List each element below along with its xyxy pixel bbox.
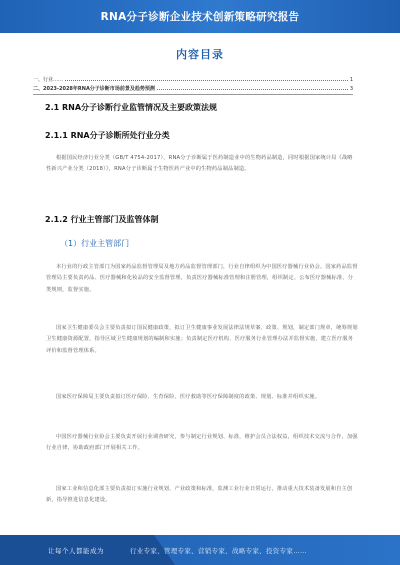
paragraph-industry-classification: 根据国民经济行业分类（GB/T 4754-2017），RNA分子诊断属于医药制造业中的生物药品制造，同时根据国家统计局《战略性新兴产业分类（2018）》，RNA分子诊断属于生物医药产业中的生物药品制品制造。 [46,155,353,173]
section-heading-2-1-1: 2.1.1 RNA分子诊断所处行业分类 [45,131,170,140]
paragraph-authority-3: 国家医疗保障局主要负责拟订医疗保险、生育保险、医疗救助等医疗保障制度的政策、规划、标准并组织实施。 [56,394,320,400]
toc-title: 内容目录 [176,48,224,61]
toc-item-page: 1 [349,77,353,83]
toc-leader-dots [65,80,348,81]
paragraph-authority-5: 国家工业和信息化部主要负责拟订实施行业规划、产业政策和标准，监测工业行业日常运行，推动重大技术装备发展和自主创新，指导推进信息化建设。 [46,486,353,504]
paragraph-authority-2: 国家卫生健康委员会主要负责拟订国民健康政策，拟订卫生健康事业发展法律法规草案、政策、规划，制定部门规章，统筹规划卫生健康资源配置，指导区域卫生健康规划的编制和实施；负责制定医疗机构、医疗服务行业管理办法并监督实施，建立医疗服务评价和监督管理体系。 [46,325,358,354]
toc-divider [33,94,353,95]
footer-slogan: 让每个人都能成为 [48,547,104,555]
footer-banner [0,535,400,565]
section-heading-2-1-2: 2.1.2 行业主管部门及监管体制 [45,215,159,224]
toc-item-label: 一、行业…… [33,77,64,83]
section-heading-2-1: 2.1 RNA分子诊断行业监管情况及主要政策法规 [45,103,218,112]
report-header-banner [0,0,400,33]
toc-item[interactable] [33,83,353,92]
toc-item[interactable] [33,74,353,83]
toc-leader-dots [157,89,348,90]
footer-roles: 行业专家、管理专家、营销专家、战略专家、投资专家…… [130,547,307,555]
table-of-contents [33,74,353,92]
paragraph-authority-4: 中国医疗器械行业协会主要负责开展行业调查研究，参与制定行业规划、标准，维护会员合法权益，组织技术交流与合作，加强行业自律，协助政府部门开展相关工作。 [46,434,358,452]
toc-item-page: 3 [349,86,353,92]
report-title: RNA分子诊断企业技术创新策略研究报告 [100,11,300,23]
toc-item-label: 二、2023-2028年RNA分子诊断市场前景及趋势预测 [33,86,155,92]
paragraph-authority-1: 本行业的行政主管部门为国家药品监督管理局及地方药品监督管理部门，行业自律组织为中国医疗器械行业协会。国家药品监督管理局主要负责药品、医疗器械和化妆品的安全监督管理，负责医疗器械标准管理和注册管理，组织制定、公布医疗器械标准、分类规则，监督实施。 [46,264,358,293]
subsection-heading-authority: （1）行业主管部门 [60,239,130,248]
